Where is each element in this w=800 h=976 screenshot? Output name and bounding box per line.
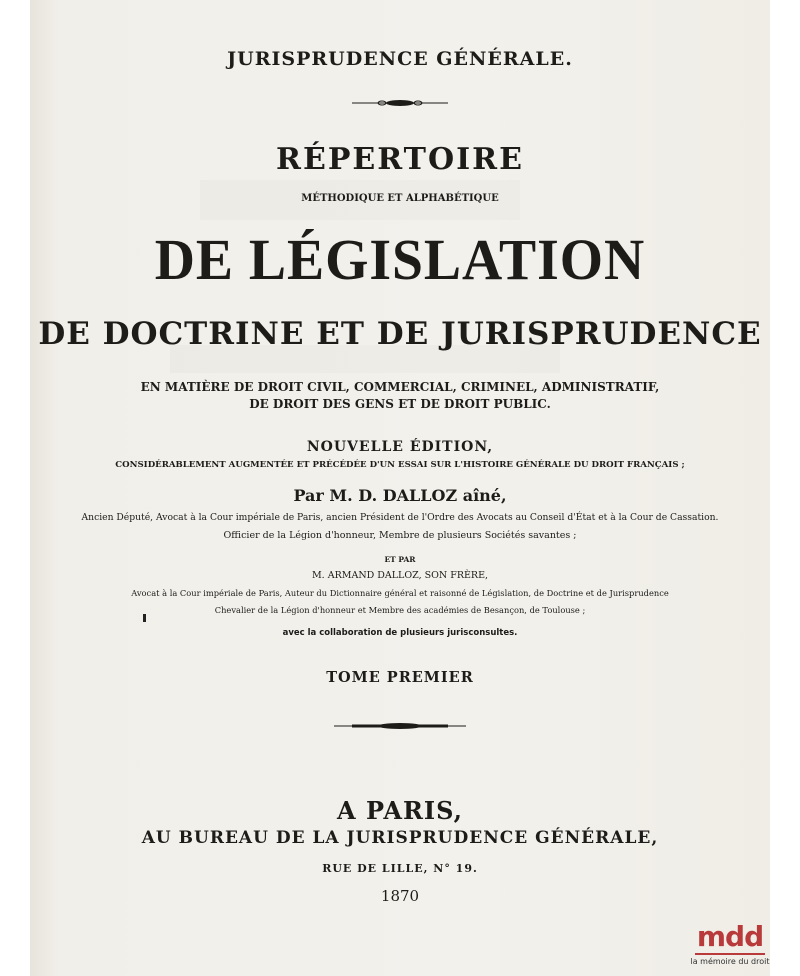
imprint-year: 1870 <box>380 887 420 905</box>
title-secondary: DE DOCTRINE ET DE JURISPRUDENCE <box>38 316 762 352</box>
edition-label: NOUVELLE ÉDITION, <box>306 439 494 455</box>
imprint-address: RUE DE LILLE, N° 19. <box>322 862 478 875</box>
ink-mark <box>143 614 146 622</box>
title-main: DE LÉGISLATION <box>154 227 646 292</box>
author2-name: M. ARMAND DALLOZ, SON FRÈRE, <box>311 570 489 581</box>
author1-byline: Par M. D. DALLOZ aîné, <box>293 486 507 505</box>
imprint-city: A PARIS, <box>337 796 463 825</box>
joiner-et-par: ET PAR <box>384 555 416 564</box>
logo-tagline: la mémoire du droit <box>690 957 770 966</box>
volume-label: TOME PREMIER <box>326 669 474 686</box>
author2-credentials-1: Avocat à la Cour impériale de Paris, Auteur du Dictionnaire général et raisonné de Législation, de Doctrine et de Jurisprudence <box>131 588 669 598</box>
series-header: JURISPRUDENCE GÉNÉRALE. <box>227 48 573 70</box>
title-subtitle: MÉTHODIQUE ET ALPHABÉTIQUE <box>301 193 499 204</box>
matters-line-2: DE DROIT DES GENS ET DE DROIT PUBLIC. <box>249 397 551 411</box>
title-repertoire: RÉPERTOIRE <box>276 142 524 177</box>
mdd-logo <box>690 922 770 976</box>
ornament-divider-top <box>0 99 800 107</box>
author1-credentials-2: Officier de la Légion d'honneur, Membre de plusieurs Sociétés savantes ; <box>223 530 577 541</box>
ornament-divider-bottom <box>0 722 800 730</box>
logo-mark: mdd <box>696 920 764 953</box>
author1-credentials-1: Ancien Député, Avocat à la Cour impériale de Paris, ancien Président de l'Ordre des Avocats au Conseil d'État et à la Cour de Cassation. <box>81 512 719 523</box>
matters-line-1: EN MATIÈRE DE DROIT CIVIL, COMMERCIAL, CRIMINEL, ADMINISTRATIF, <box>140 380 660 394</box>
logo-rule <box>695 953 765 955</box>
collaboration-note: avec la collaboration de plusieurs jurisconsultes. <box>282 628 518 638</box>
author2-credentials-2: Chevalier de la Légion d'honneur et Membre des académies de Besançon, de Toulouse ; <box>214 605 586 615</box>
edition-description: CONSIDÉRABLEMENT AUGMENTÉE ET PRÉCÉDÉE D'UN ESSAI SUR L'HISTOIRE GÉNÉRALE DU DROIT FRANÇAIS ; <box>115 460 685 470</box>
imprint-publisher: AU BUREAU DE LA JURISPRUDENCE GÉNÉRALE, <box>141 828 659 848</box>
